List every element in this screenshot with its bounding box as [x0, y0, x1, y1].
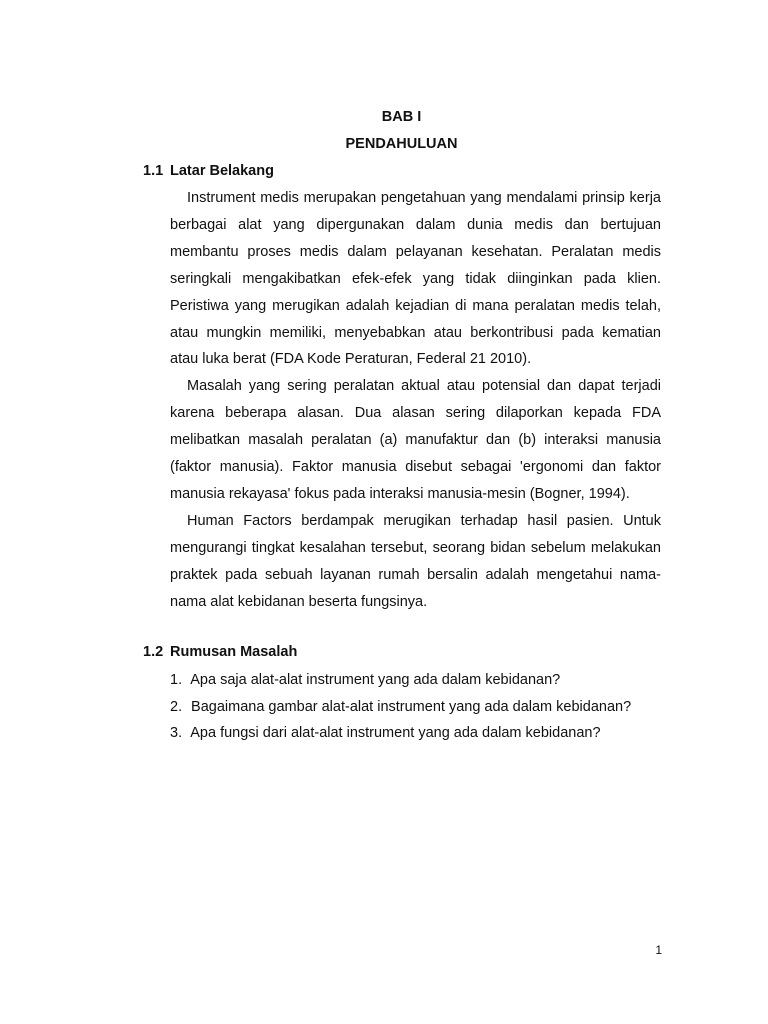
- paragraph: Human Factors berdampak merugikan terhadap hasil pasien. Untuk mengurangi tingkat kesalahan tersebut, seorang bidan sebelum melakukan praktek pada sebuah layanan rumah bersalin adalah mengetahui nama-nama alat kebidanan beserta fungsinya.: [170, 512, 661, 610]
- research-questions-list: [170, 667, 690, 747]
- list-item-text: Bagaimana gambar alat-alat instrument yang ada dalam kebidanan?: [191, 698, 632, 715]
- latar-belakang-body: [170, 185, 661, 616]
- page-number: 1: [655, 943, 662, 957]
- section-number: 1.1: [143, 163, 164, 179]
- section-heading-latar-belakang: [143, 163, 274, 179]
- list-item: [170, 694, 690, 721]
- section-title: Latar Belakang: [170, 163, 274, 179]
- list-item: [170, 667, 690, 694]
- list-item-text: Apa fungsi dari alat-alat instrument yang ada dalam kebidanan?: [190, 725, 601, 741]
- section-heading-rumusan-masalah: [143, 644, 297, 660]
- section-number: 1.2: [143, 644, 164, 660]
- chapter-number: BAB I: [381, 109, 422, 125]
- section-title: Rumusan Masalah: [170, 644, 298, 660]
- list-item-number: 1.: [170, 672, 183, 688]
- chapter-title: PENDAHULUAN: [345, 136, 458, 152]
- paragraph: Instrument medis merupakan pengetahuan yang mendalami prinsip kerja berbagai alat yang dipergunakan dalam dunia medis dan bertujuan membantu proses medis dalam pelayanan kesehatan. Peralatan medis seringkali mengakibatkan efek-efek yang tidak diinginkan pada klien. Peristiwa yang merugikan adalah kejadian di mana peralatan medis telah, atau mungkin memiliki, menyebabkan atau berkontribusi pada kematian atau luka berat (FDA Kode Peraturan, Federal 21 2010).: [170, 190, 661, 368]
- list-item-number: 2.: [170, 698, 183, 715]
- list-item: [170, 720, 690, 747]
- list-item-number: 3.: [170, 725, 183, 741]
- list-item-text: Apa saja alat-alat instrument yang ada dalam kebidanan?: [190, 672, 561, 688]
- paragraph: Masalah yang sering peralatan aktual atau potensial dan dapat terjadi karena beberapa alasan. Dua alasan sering dilaporkan kepada FDA melibatkan masalah peralatan (a) manufaktur dan (b) interaksi manusia (faktor manusia). Faktor manusia disebut sebagai 'ergonomi dan faktor manusia rekayasa' fokus pada interaksi manusia-mesin (Bogner, 1994).: [170, 378, 661, 502]
